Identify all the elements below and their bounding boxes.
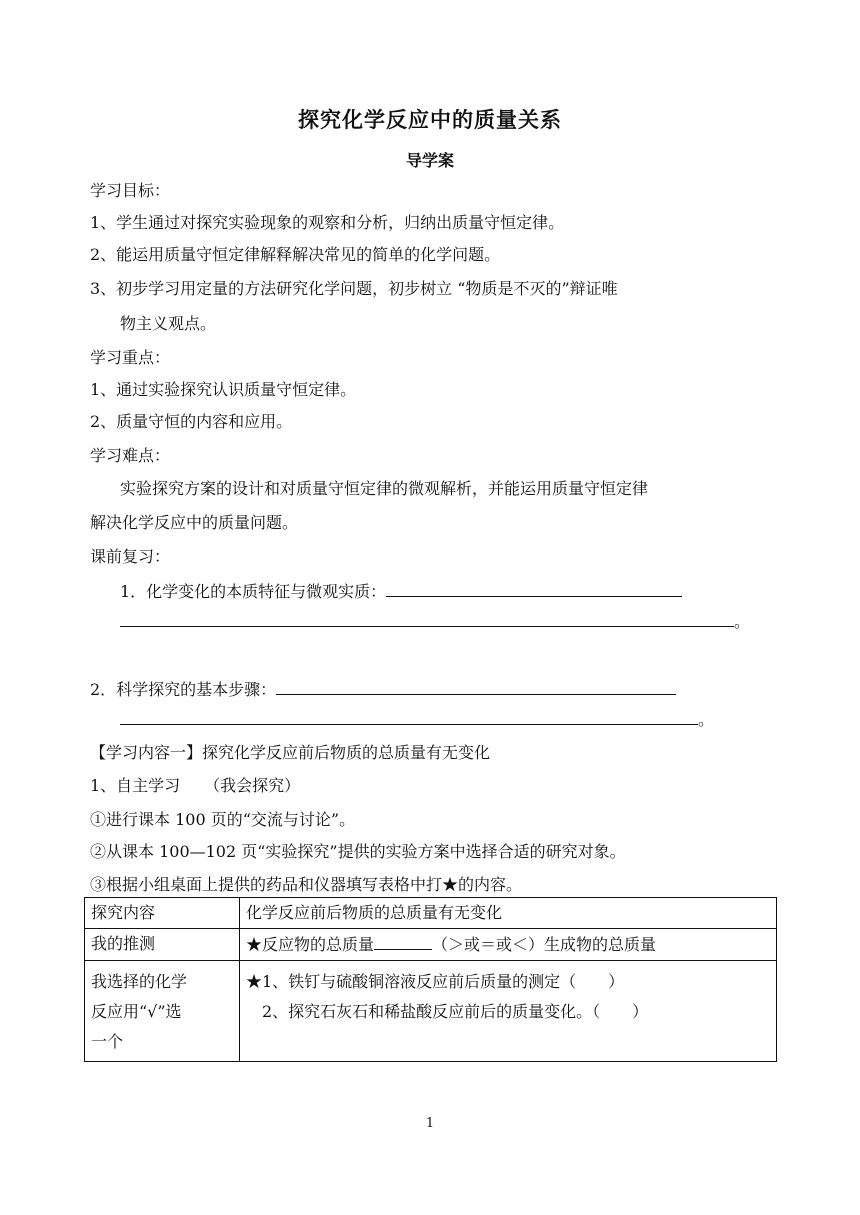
objective-item: 1、学生通过对探究实验现象的观察和分析，归纳出质量守恒定律。 xyxy=(90,213,565,232)
objective-item-continued: 物主义观点。 xyxy=(120,314,217,333)
prediction-cell xyxy=(240,929,777,961)
end-mark: 。 xyxy=(698,710,715,729)
row-label-line: 我选择的化学 xyxy=(91,972,188,991)
table-row xyxy=(85,961,777,1062)
reaction-option[interactable]: ★1、铁钉与硫酸铜溶液反应前后质量的测定（ ） xyxy=(246,972,625,991)
content1-heading: 【学习内容一】探究化学反应前后物质的总质量有无变化 xyxy=(90,743,491,762)
content1-step: ②从课本 100—102 页“实验探究”提供的实验方案中选择合适的研究对象。 xyxy=(90,842,626,861)
review-question-2-text: 2．科学探究的基本步骤： xyxy=(90,680,277,699)
review-question-1-text: 1．化学变化的本质特征与微观实质： xyxy=(120,582,387,601)
prediction-prefix: ★反应物的总质量 xyxy=(246,935,375,954)
end-mark: 。 xyxy=(734,612,751,631)
review-heading: 课前复习： xyxy=(90,547,171,566)
content1-step: ①进行课本 100 页的“交流与讨论”。 xyxy=(90,810,356,829)
row-label: 探究内容 xyxy=(85,898,240,929)
answer-blank[interactable] xyxy=(120,610,734,627)
review-question-2 xyxy=(90,678,676,701)
prediction-suffix: （＞或＝或＜）生成物的总质量 xyxy=(432,935,657,954)
answer-blank[interactable] xyxy=(120,708,698,725)
difficulties-heading: 学习难点： xyxy=(90,446,171,465)
prediction-blank[interactable] xyxy=(374,933,432,950)
reaction-option[interactable]: 2、探究石灰石和稀盐酸反应前后的质量变化。（ ） xyxy=(246,1002,649,1021)
objective-item: 3、初步学习用定量的方法研究化学问题，初步树立 “物质是不灭的”辩证唯 xyxy=(90,279,618,298)
review-question-1-continued xyxy=(120,610,750,633)
row-value: 化学反应前后物质的总质量有无变化 xyxy=(240,898,777,929)
content1-step: ③根据小组桌面上提供的药品和仪器填写表格中打★的内容。 xyxy=(90,875,523,894)
key-point-item: 1、通过实验探究认识质量守恒定律。 xyxy=(90,380,357,399)
page-number: 1 xyxy=(425,1116,435,1131)
row-label-line: 一个 xyxy=(91,1032,124,1051)
difficulties-text: 解决化学反应中的质量问题。 xyxy=(90,513,299,532)
answer-blank[interactable] xyxy=(386,580,682,597)
key-points-heading: 学习重点： xyxy=(90,348,171,367)
row-label xyxy=(85,961,240,1062)
table-row xyxy=(85,929,777,961)
table-row xyxy=(85,898,777,929)
key-point-item: 2、质量守恒的内容和应用。 xyxy=(90,412,293,431)
document-title: 探究化学反应中的质量关系 xyxy=(298,108,562,132)
options-cell xyxy=(240,961,777,1062)
row-label-line: 反应用“√”选 xyxy=(91,1002,182,1021)
difficulties-text: 实验探究方案的设计和对质量守恒定律的微观解析，并能运用质量守恒定律 xyxy=(120,479,649,498)
document-subtitle: 导学案 xyxy=(405,151,454,170)
objectives-heading: 学习目标： xyxy=(90,181,171,200)
review-question-1 xyxy=(120,580,682,603)
review-question-2-continued xyxy=(120,708,714,731)
content1-sub: 1、自主学习 （我会探究） xyxy=(90,776,301,795)
answer-blank[interactable] xyxy=(276,678,676,695)
row-label: 我的推测 xyxy=(85,929,240,961)
objective-item: 2、能运用质量守恒定律解释解决常见的简单的化学问题。 xyxy=(90,245,501,264)
experiment-table xyxy=(84,897,777,1062)
